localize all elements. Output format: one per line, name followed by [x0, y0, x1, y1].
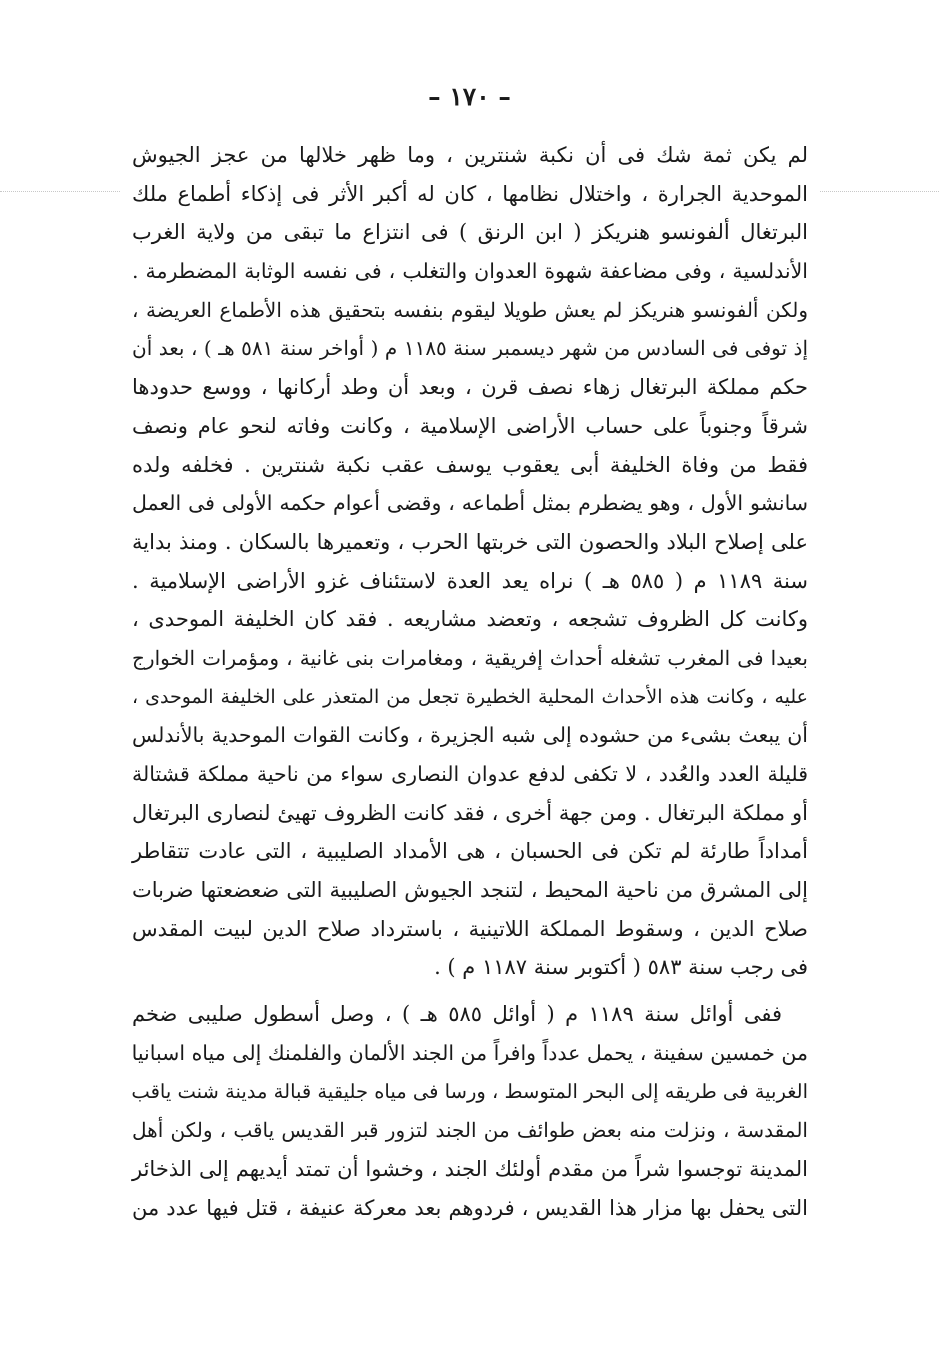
- text-line: لم يكن ثمة شك فى أن نكبة شنترين ، وما ظهر خلالها من عجز الجيوش: [132, 143, 808, 167]
- paragraph-gap: [132, 987, 808, 995]
- text-line: الغربية فى طريقه إلى البحر المتوسط ، ورسا فى مياه جليقية قبالة مدينة شنت ياقب: [131, 1079, 808, 1103]
- scan-artifact-line: [0, 191, 120, 192]
- text-line: حكم مملكة البرتغال زهاء نصف قرن ، وبعد أن وطد أركانها ، ووسع حدودها: [132, 375, 808, 400]
- text-line: فقط من وفاة الخليفة أبى يعقوب يوسف عقب نكبة شنترين . فخلفه ولده: [132, 452, 808, 477]
- text-line: الموحدية الجرارة ، واختلال نظامها ، كان له أكبر الأثر فى إذكاء أطماع ملك: [132, 181, 808, 206]
- scan-artifact-line: [820, 191, 939, 192]
- text-line: المدينة توجسوا شراً من مقدم أولئك الجند ، وخشوا أن تمتد أيديهم إلى الذخائر: [132, 1156, 808, 1181]
- text-line: قليلة العدد والعُدد ، لا تكفى لدفع عدوان النصارى سواء من ناحية مملكة قشتالة: [132, 762, 808, 786]
- text-line: بعيدا فى المغرب تشغله أحداث إفريقية ، ومغامرات بنى غانية ، ومؤمرات الخوارج: [132, 645, 808, 670]
- text-line: إذ توفى فى السادس من شهر ديسمبر سنة ١١٨٥ م ( أواخر سنة ٥٨١ هـ ) ، بعد أن: [132, 336, 808, 361]
- text-line: من خمسين سفينة ، يحمل عدداً وافراً من الجند الألمان والفلمنك إلى مياه اسبانيا: [131, 1040, 808, 1065]
- text-line: وكانت كل الظروف تشجعه ، وتعضد مشاريعه . فقد كان الخليفة الموحدى ،: [132, 607, 808, 632]
- paragraph: [132, 995, 808, 1227]
- text-line: سنة ١١٨٩ م ( ٥٨٥ هـ ) نراه يعد العدة لاستئناف غزو الأراضى الإسلامية .: [132, 568, 808, 593]
- text-line: عليه ، وكانت هذه الأحداث المحلية الخطيرة تجعل من المتعذر على الخليفة الموحدى ،: [132, 685, 808, 708]
- text-line: صلاح الدين ، وسقوط المملكة اللاتينية ، باسترداد صلاح الدين لبيت المقدس: [132, 916, 808, 941]
- text-line: فى رجب سنة ٥٨٣ ( أكتوبر سنة ١١٨٧ م ) .: [434, 955, 808, 980]
- text-line: أمداداً طارئة لم تكن فى الحسبان ، هى الأمداد الصليبية ، التى عادت تتقاطر: [132, 839, 808, 864]
- text-line: الأندلسية ، وفى مضاعفة شهوة العدوان والتغلب ، فى نفسه الوثابة المضطرمة .: [132, 259, 808, 284]
- text-line: إلى المشرق من ناحية المحيط ، لتنجد الجيوش الصليبية التى ضعضعتها ضربات: [132, 878, 808, 903]
- body-text: [132, 136, 808, 1227]
- text-line: ولكن ألفونسو هنريكز لم يعش طويلا ليقوم بنفسه بتحقيق هذه الأطماع العريضة ،: [132, 297, 808, 322]
- text-line: المقدسة ، ونزلت منه بعض طوائف من الجند لتزور قبر القديس ياقب ، ولكن أهل: [132, 1118, 808, 1143]
- paragraph: [132, 136, 808, 987]
- text-line: على إصلاح البلاد والحصون التى خربتها الحرب ، وتعميرها بالسكان . ومنذ بداية: [132, 529, 808, 554]
- text-line: البرتغال ألفونسو هنريكز ( ابن الرنق ) فى انتزاع ما تبقى من ولاية الغرب: [132, 220, 808, 245]
- text-line: التى يحفل بها مزار هذا القديس ، فردوهم بعد معركة عنيفة ، قتل فيها عدد من: [132, 1195, 808, 1220]
- text-line: شرقاً وجنوباً على حساب الأراضى الإسلامية ، وكانت وفاته لنحو عام ونصف: [132, 413, 808, 438]
- page-number: – ١٧٠ –: [428, 82, 511, 111]
- text-line: سانشو الأول ، وهو يضطرم بمثل أطماعه ، وقضى أعوام حكمه الأولى فى العمل: [132, 491, 808, 516]
- text-line: أو مملكة البرتغال . ومن جهة أخرى ، فقد كانت الظروف تهيئ لنصارى البرتغال: [132, 800, 808, 825]
- text-line: ففى أوائل سنة ١١٨٩ م ( أوائل ٥٨٥ هـ ) ، وصل أسطول صليبى ضخم: [132, 1002, 782, 1027]
- text-line: أن يبعث بشىء من حشوده إلى شبه الجزيرة ، وكانت القوات الموحدية بالأندلس: [132, 723, 808, 748]
